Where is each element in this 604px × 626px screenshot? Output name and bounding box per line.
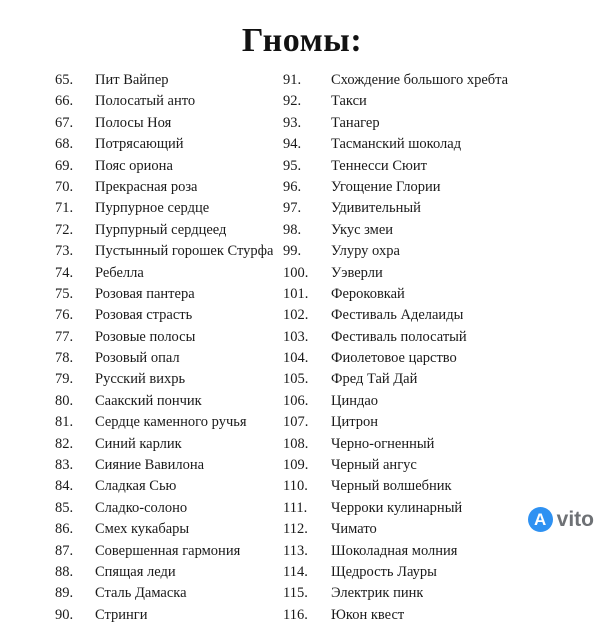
list-column-right xyxy=(283,70,583,626)
list-item-number: 92. xyxy=(283,93,302,110)
list-item-label: Черный ангус xyxy=(331,457,417,474)
list-column-left xyxy=(55,70,283,626)
list-item xyxy=(283,305,583,326)
list-item-number: 89. xyxy=(55,585,74,602)
list-item xyxy=(283,177,583,198)
list-item-label: Теннесси Сюит xyxy=(331,157,427,174)
list-item-number: 99. xyxy=(283,243,302,260)
list-item-label: Совершенная гармония xyxy=(95,542,241,559)
list-item-number: 71. xyxy=(55,200,74,217)
list-item xyxy=(283,70,583,91)
list-item-label: Потрясающий xyxy=(95,136,184,153)
list-item-label: Пурпурное сердце xyxy=(95,200,210,217)
list-item-number: 106. xyxy=(283,392,309,409)
list-item-label: Тасманский шоколад xyxy=(331,136,462,153)
list-item-label: Сталь Дамаска xyxy=(95,585,187,602)
list-item-number: 70. xyxy=(55,178,74,195)
list-item-number: 88. xyxy=(55,563,74,580)
list-item-number: 95. xyxy=(283,157,302,174)
avito-watermark-label: vito xyxy=(556,507,594,531)
list-item xyxy=(55,605,283,626)
list-item-number: 110. xyxy=(283,478,308,495)
list-item xyxy=(55,583,283,604)
list-item-label: Юкон квест xyxy=(331,606,405,623)
list-item-label: Ребелла xyxy=(95,264,144,281)
list-item xyxy=(283,327,583,348)
list-item-label: Розовая страсть xyxy=(95,307,193,324)
list-item-label: Розовые полосы xyxy=(95,328,196,345)
list-item-label: Фестиваль Аделаиды xyxy=(331,307,464,324)
list-item-label: Пурпурный сердцеед xyxy=(95,221,227,238)
list-item-label: Пит Вайпер xyxy=(95,72,169,88)
list-item-label: Фестиваль полосатый xyxy=(331,328,467,345)
list-item-label: Сияние Вавилона xyxy=(95,457,205,474)
list-item-number: 81. xyxy=(55,414,74,431)
list-item xyxy=(55,241,283,262)
list-item-label: Улуру охра xyxy=(331,243,400,260)
list-item xyxy=(55,412,283,433)
list-item xyxy=(283,562,583,583)
list-columns xyxy=(0,70,604,626)
avito-watermark xyxy=(528,507,594,532)
list-item-label: Фред Тай Дай xyxy=(331,371,418,388)
list-item-number: 74. xyxy=(55,264,74,281)
list-item-number: 101. xyxy=(283,285,309,302)
list-item xyxy=(55,220,283,241)
list-item-number: 73. xyxy=(55,243,74,260)
list-item-label: Фиолетовое царство xyxy=(331,350,457,367)
list-item xyxy=(283,391,583,412)
list-item-number: 67. xyxy=(55,114,74,131)
list-item-label: Спящая леди xyxy=(95,563,176,580)
list-item-number: 90. xyxy=(55,606,74,623)
list-item-label: Чимато xyxy=(331,521,377,538)
list-item xyxy=(283,91,583,112)
list-item xyxy=(283,541,583,562)
list-item-number: 96. xyxy=(283,178,302,195)
list-item-number: 83. xyxy=(55,457,74,474)
list-item-label: Циндао xyxy=(331,392,379,409)
list-item-label: Розовая пантера xyxy=(95,285,195,302)
list-item-number: 72. xyxy=(55,221,74,238)
list-item-label: Уэверли xyxy=(331,264,383,281)
list-item xyxy=(283,284,583,305)
list-item-number: 69. xyxy=(55,157,74,174)
list-item-number: 107. xyxy=(283,414,309,431)
avito-logo-icon: A xyxy=(528,507,553,532)
list-item-label: Танагер xyxy=(331,114,380,131)
list-item xyxy=(55,156,283,177)
list-item xyxy=(55,348,283,369)
list-item-label: Фероковкай xyxy=(331,285,405,302)
list-item-number: 108. xyxy=(283,435,309,452)
list-item xyxy=(55,177,283,198)
list-item-number: 112. xyxy=(283,521,308,538)
list-item-label: Прекрасная роза xyxy=(95,178,198,195)
list-item xyxy=(283,220,583,241)
list-item xyxy=(283,263,583,284)
list-item-number: 116. xyxy=(283,606,308,623)
list-item xyxy=(55,134,283,155)
list-item xyxy=(283,156,583,177)
list-item xyxy=(283,369,583,390)
list-item xyxy=(283,412,583,433)
list-item-label: Синий карлик xyxy=(95,435,182,452)
list-item-number: 87. xyxy=(55,542,74,559)
list-item-label: Электрик пинк xyxy=(331,585,424,602)
list-item-label: Укус змеи xyxy=(331,221,394,238)
list-item xyxy=(55,562,283,583)
list-item-label: Сердце каменного ручья xyxy=(95,414,247,431)
list-item-label: Черно-огненный xyxy=(331,435,435,452)
list-item-number: 94. xyxy=(283,136,302,153)
list-item-number: 114. xyxy=(283,563,308,580)
list-item-number: 97. xyxy=(283,200,302,217)
list-item-number: 104. xyxy=(283,350,309,367)
list-item-number: 66. xyxy=(55,93,74,110)
list-item-number: 100. xyxy=(283,264,309,281)
list-item-label: Сладкая Сью xyxy=(95,478,177,495)
list-item xyxy=(55,391,283,412)
list-item-label: Саакский пончик xyxy=(95,392,202,409)
list-item-number: 105. xyxy=(283,371,309,388)
list-item xyxy=(283,455,583,476)
list-item-number: 79. xyxy=(55,371,74,388)
list-item-number: 98. xyxy=(283,221,302,238)
list-item-number: 82. xyxy=(55,435,74,452)
list-item xyxy=(55,541,283,562)
list-item-number: 113. xyxy=(283,542,308,559)
list-item-number: 80. xyxy=(55,392,74,409)
list-item-number: 76. xyxy=(55,307,74,324)
list-item-label: Стринги xyxy=(95,606,148,623)
list-item-label: Черроки кулинарный xyxy=(331,499,463,516)
list-item xyxy=(283,348,583,369)
list-item xyxy=(55,284,283,305)
list-item-number: 68. xyxy=(55,136,74,153)
list-item xyxy=(55,327,283,348)
list-item xyxy=(55,476,283,497)
list-item xyxy=(283,113,583,134)
list-item-label: Схождение большого хребта xyxy=(331,72,509,88)
list-item xyxy=(283,434,583,455)
list-item-label: Смех кукабары xyxy=(95,521,190,538)
list-item-number: 93. xyxy=(283,114,302,131)
list-item xyxy=(283,241,583,262)
list-item-label: Угощение Глории xyxy=(331,178,441,195)
list-item xyxy=(55,434,283,455)
list-item-label: Пояс ориона xyxy=(95,157,173,174)
list-item xyxy=(283,605,583,626)
list-item-number: 77. xyxy=(55,328,74,345)
list-item-number: 86. xyxy=(55,521,74,538)
list-item-label: Удивительный xyxy=(331,200,421,217)
list-item-number: 103. xyxy=(283,328,309,345)
list-item xyxy=(55,113,283,134)
list-item-number: 102. xyxy=(283,307,309,324)
list-item xyxy=(55,519,283,540)
list-item-number: 109. xyxy=(283,457,309,474)
list-item xyxy=(55,70,283,91)
list-item-label: Полосы Ноя xyxy=(95,114,172,131)
list-item-number: 84. xyxy=(55,478,74,495)
list-item-label: Шоколадная молния xyxy=(331,542,458,559)
list-item xyxy=(283,476,583,497)
list-item xyxy=(55,91,283,112)
list-item-label: Сладко-солоно xyxy=(95,499,188,516)
list-item xyxy=(283,583,583,604)
list-item-number: 65. xyxy=(55,72,74,88)
list-item xyxy=(55,498,283,519)
list-item-number: 75. xyxy=(55,285,74,302)
list-item-label: Черный волшебник xyxy=(331,478,452,495)
list-item-number: 115. xyxy=(283,585,308,602)
list-item-label: Такси xyxy=(331,93,367,110)
list-item-label: Розовый опал xyxy=(95,350,180,367)
list-item-label: Русский вихрь xyxy=(95,371,186,388)
list-item xyxy=(55,263,283,284)
list-item xyxy=(283,198,583,219)
list-item-label: Цитрон xyxy=(331,414,379,431)
page-title: Гномы: xyxy=(241,22,363,59)
list-item xyxy=(55,455,283,476)
list-item-number: 111. xyxy=(283,499,308,516)
list-item xyxy=(55,305,283,326)
list-item xyxy=(55,369,283,390)
list-item-number: 91. xyxy=(283,72,302,88)
list-item-label: Пустынный горошек Стурфа xyxy=(95,243,274,260)
list-item xyxy=(55,198,283,219)
list-item-label: Полосатый анто xyxy=(95,93,196,110)
list-item xyxy=(283,134,583,155)
list-item-number: 85. xyxy=(55,499,74,516)
list-item-label: Щедрость Лауры xyxy=(331,563,437,580)
list-item-number: 78. xyxy=(55,350,74,367)
